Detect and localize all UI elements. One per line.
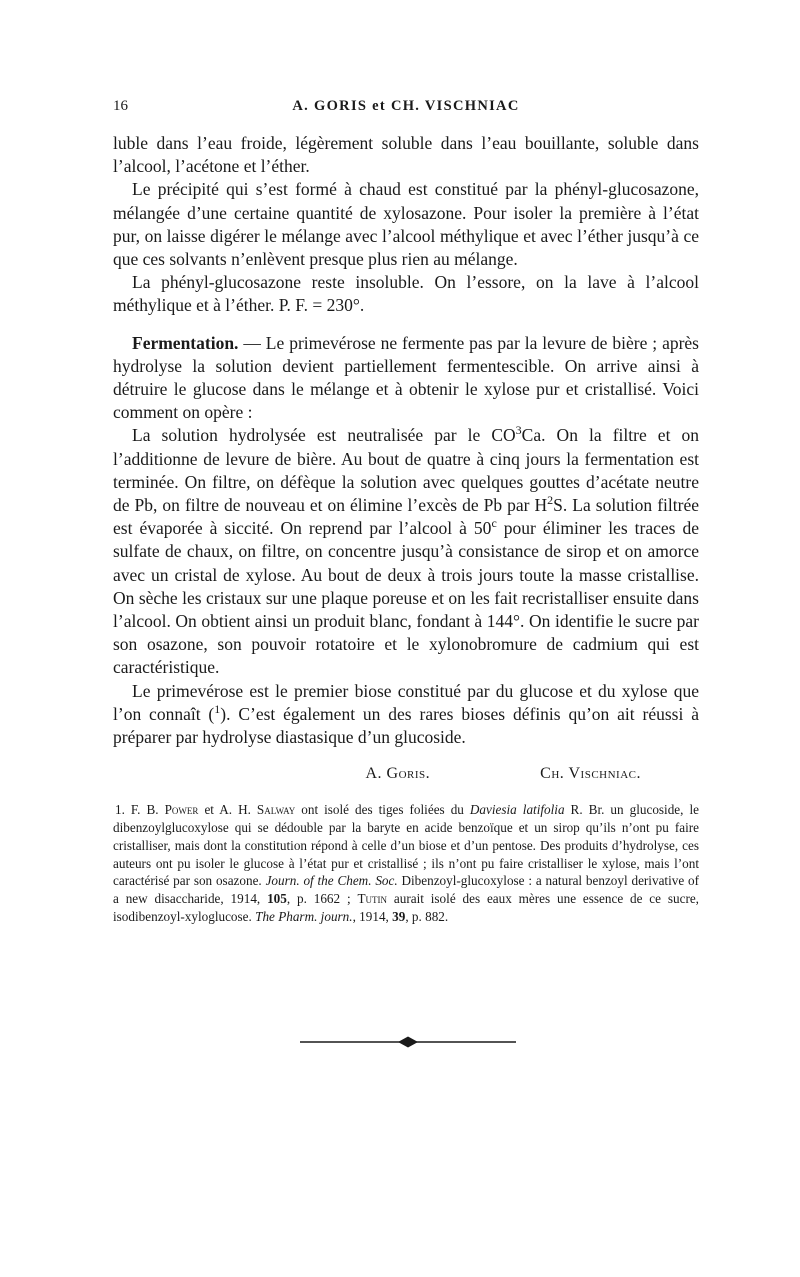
footnote-part: , 1914,	[352, 909, 393, 925]
volume-number: 105	[267, 891, 287, 907]
journal-title: The Pharm. journ.	[255, 909, 353, 925]
author-name: Tutin	[357, 891, 388, 907]
page-content	[113, 98, 699, 926]
paragraph-text: — Le primevérose ne fermente pas par la levure de bière ; après hydrolyse la solution devient partiellement fermentescible. On arrive ainsi à détruire le glucose dans le mélange et à obtenir le xylose pur et cristallisé. Voici comment on opère :	[113, 332, 699, 423]
footnote-text	[113, 801, 699, 926]
footnote-part: aurait isolé des eaux mères une essence de ce sucre, isodibenzoyl-xyloglucose.	[113, 891, 699, 925]
section-heading: Fermentation.	[132, 332, 239, 353]
footnote-part: ont isolé des tiges foliées du	[295, 802, 470, 818]
signatures	[113, 765, 699, 783]
body-text	[113, 132, 699, 749]
superscript: c	[491, 516, 497, 531]
author-name: Salway	[256, 802, 296, 818]
paragraph: luble dans l’eau froide, légèrement soluble dans l’eau bouillante, soluble dans l’alcool, l’acétone et l’éther.	[113, 133, 699, 177]
signature-right: Ch. Vischniac.	[540, 765, 641, 783]
footnote-part: R. Br. un glucoside, le dibenzoylglucoxylose qui se dédouble par la baryte en acide benzoïque et un sirop qu’ils n’ont pu faire cristalliser, mais dont la constitution répond à celle d’un biose et d’un pentose. Des produits d’hydrolyse, ces auteurs ont pu isoler le glucose à l’état pur et cristallisé ; ils n’ont pu faire cristalliser le xylose, mais l’ont caractérisé par son osazone.	[113, 802, 699, 889]
signature-left: A. Goris.	[365, 765, 431, 783]
footnote-part: et A. H.	[198, 802, 257, 818]
paragraph-text: S. La solution filtrée est évaporée à siccité. On reprend par l’alcool à 50	[113, 495, 699, 539]
paragraph: La phényl-glucosazone reste insoluble. On l’essore, on la lave à l’alcool méthylique et à l’éther. P. F. = 230°.	[113, 272, 699, 316]
volume-number: 39	[392, 909, 406, 925]
footnote-part: 1. F. B.	[115, 802, 165, 818]
paragraph-text: ). C’est également un des rares bioses définis qu’on ait réussi à préparer par hydrolyse diastasique d’un glucoside.	[113, 703, 699, 748]
paragraph-text: pour éliminer les traces de sulfate de chaux, on filtre, on concentre jusqu’à consistance de sirop et on amorce avec un cristal de xylose. Au bout de deux à trois jours toute la masse cristallise. On sèche les cristaux sur une plaque poreuse et on les fait recristalliser ensuite dans l’alcool. On obtient ainsi un produit blanc, fondant à 144°. On identifie le sucre par son osazone, son pouvoir rotatoire et le xylonobromure de cadmium qui est caractéristique.	[113, 518, 699, 678]
footnote-marker: 1	[214, 702, 221, 717]
author-name: Power	[164, 802, 199, 818]
subscript: 3	[515, 423, 522, 438]
footnote-part: , p. 882.	[405, 909, 449, 925]
paragraph-fermentation	[113, 332, 699, 425]
journal-title: Journ. of the Chem. Soc.	[265, 873, 398, 889]
paragraph	[113, 424, 699, 679]
page-number: 16	[113, 98, 128, 114]
footnote-part: , p. 1662 ;	[286, 891, 358, 907]
section-end-ornament	[300, 1036, 516, 1048]
paragraph-text: Le primevérose est le premier biose constitué par du glucose et du xylose que l’on connaît (	[113, 680, 699, 724]
paragraph: Le précipité qui s’est formé à chaud est constitué par la phényl-glucosazone, mélangée d’une certaine quantité de xylosazone. Pour isoler la première à l’état pur, on laisse digérer le mélange avec l’alcool méthylique et avec l’éther jusqu’à ce que ces solvants n’enlèvent presque plus rien au mélange.	[113, 179, 699, 270]
paragraph-text: Ca. On la filtre et on l’additionne de levure de bière. Au bout de quatre à cinq jours la fermentation est terminée. On filtre, on défèque la solution avec quelques gouttes d’acétate neutre de Pb, on filtre de nouveau et on élimine l’excès de Pb par H	[113, 425, 700, 516]
footnote-part: Dibenzoyl-glucoxylose : a natural benzoyl derivative of a new disaccharide, 1914,	[113, 873, 699, 907]
subscript: 2	[547, 493, 554, 508]
page-header	[113, 98, 699, 124]
paragraph-text: La solution hydrolysée est neutralisée par le CO	[132, 425, 516, 446]
running-head: A. GORIS et CH. VISCHNIAC	[292, 98, 520, 114]
species-name: Daviesia latifolia	[469, 802, 565, 818]
paragraph	[113, 680, 699, 750]
footnote	[113, 801, 699, 926]
